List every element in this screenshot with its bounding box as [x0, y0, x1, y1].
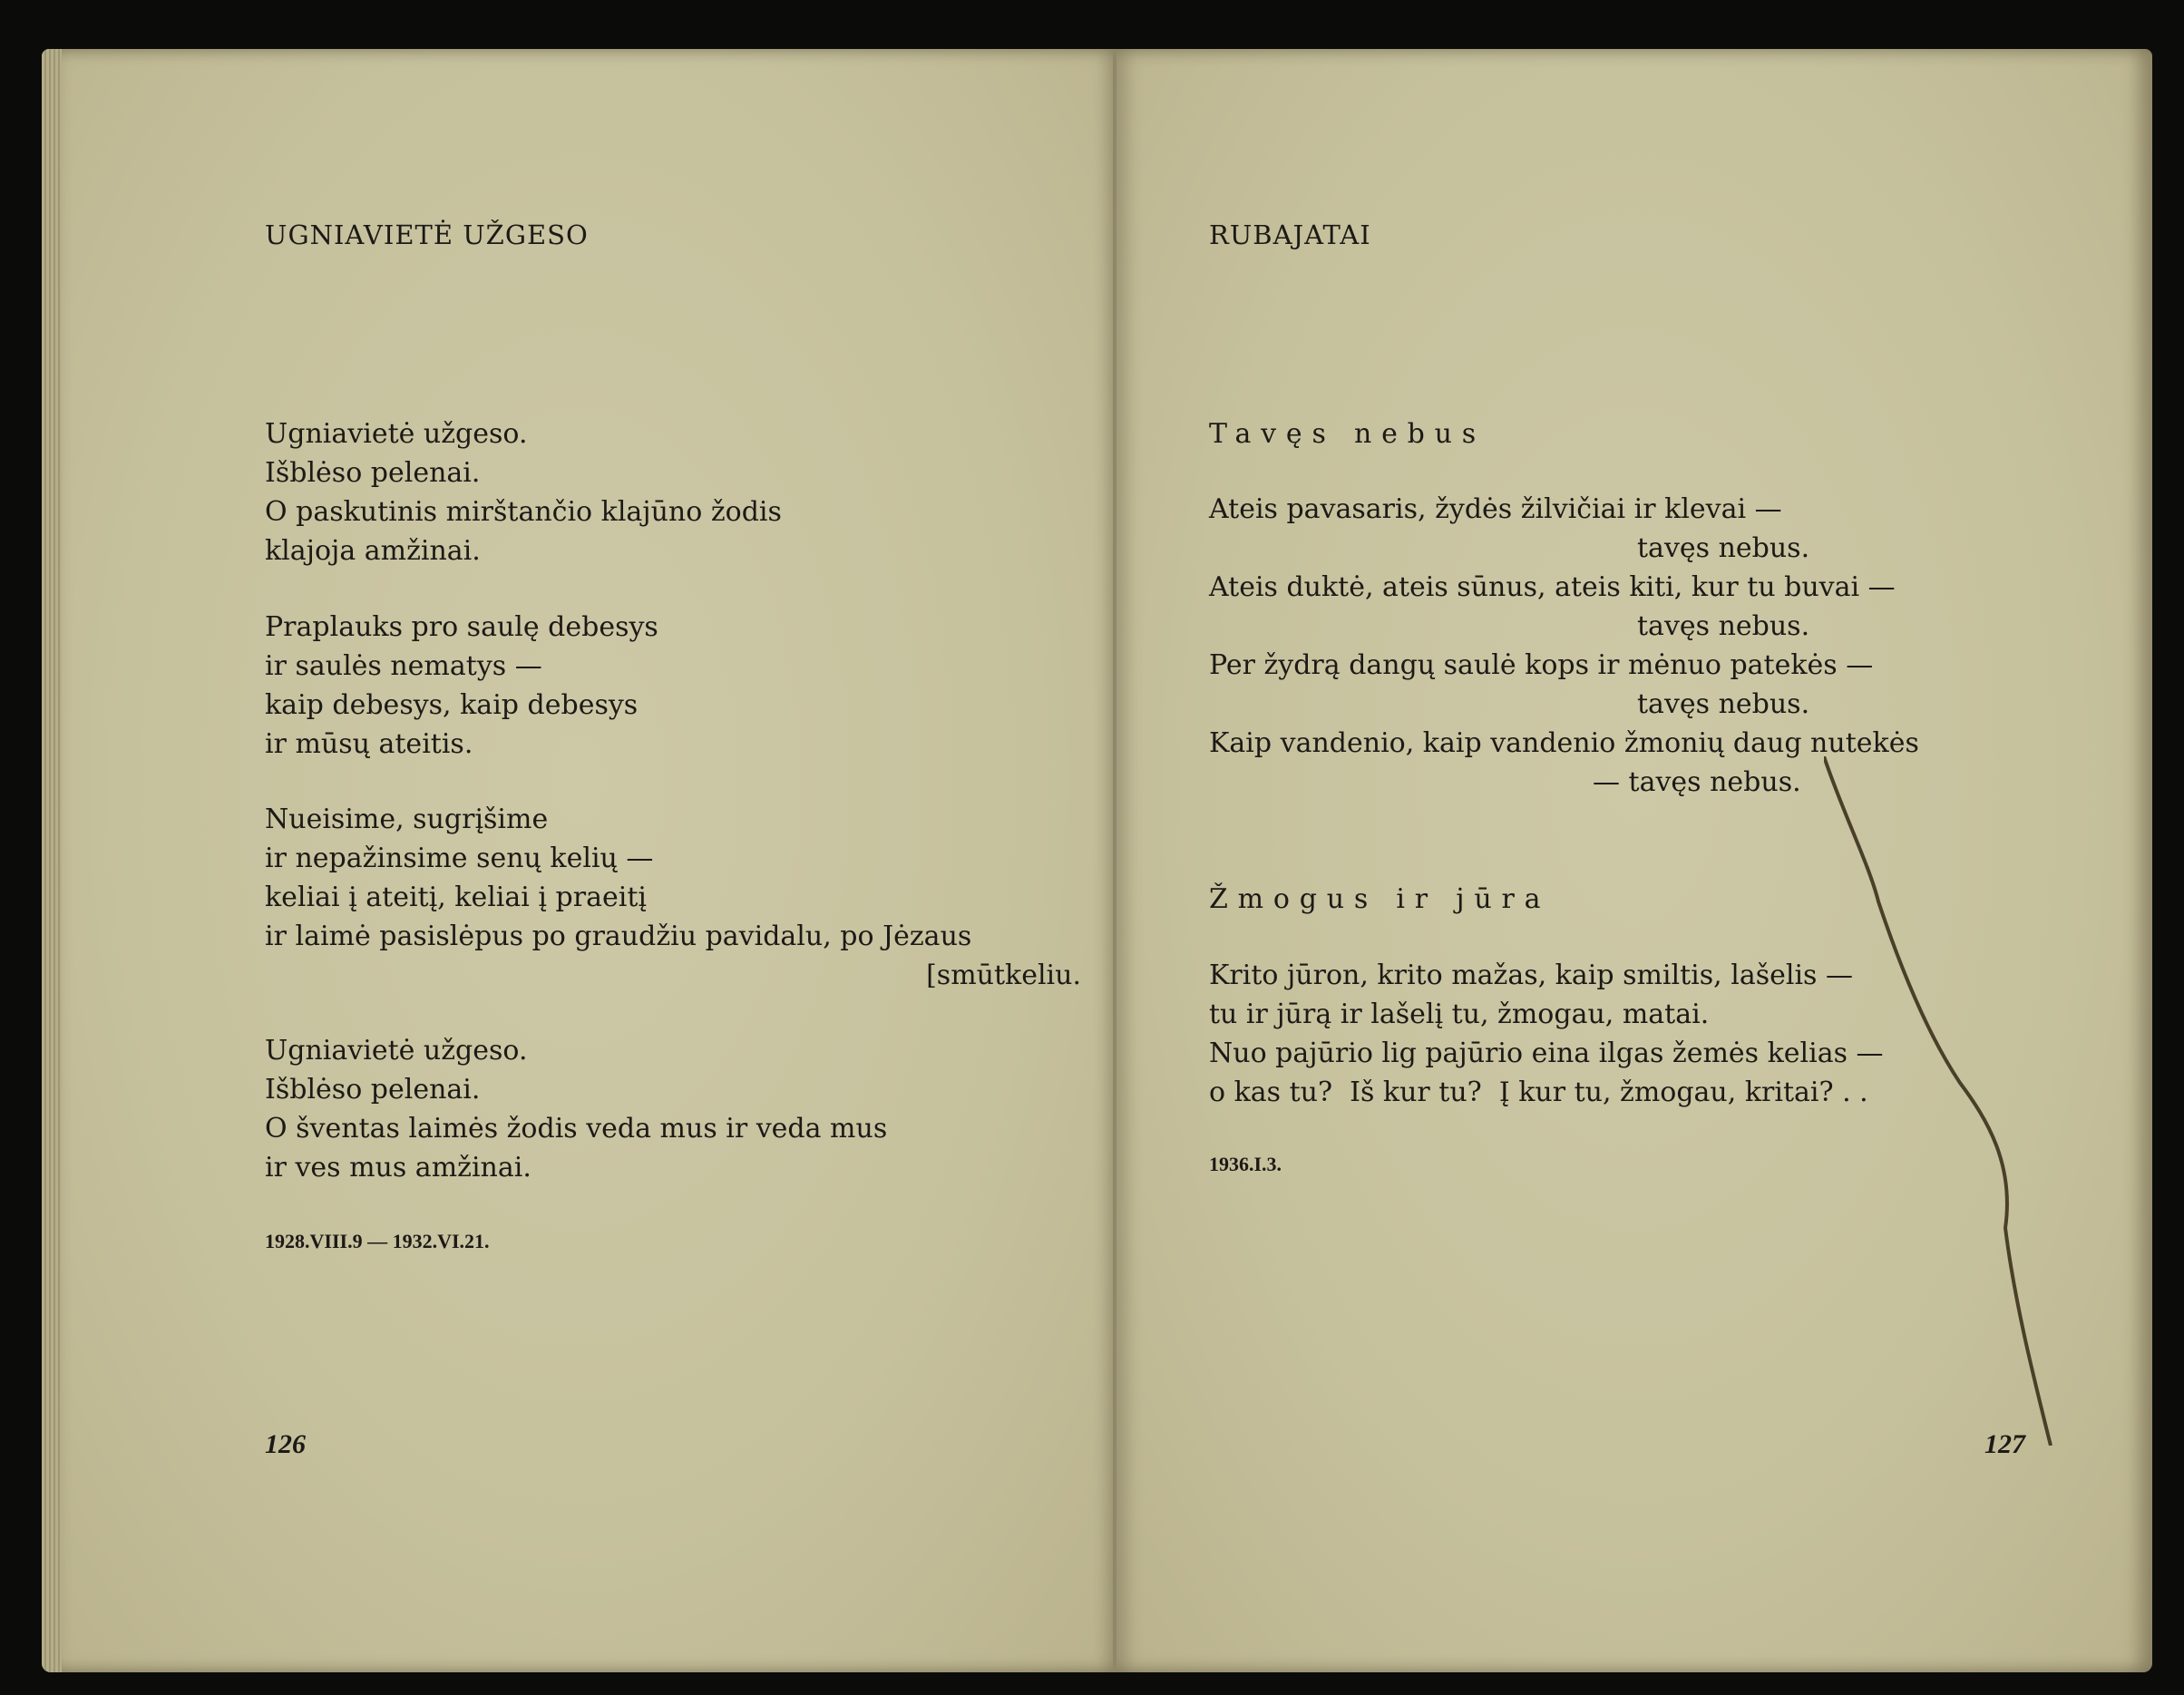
poem-date: 1936.I.3. [1209, 1153, 1282, 1175]
poem-body [1209, 956, 1884, 1112]
verse-line: Nuo pajūrio lig pajūrio eina ilgas žemės kelias — [1209, 1037, 1884, 1069]
stanza [265, 800, 1081, 995]
page-number: 126 [265, 1429, 306, 1459]
verse-line: Išblėso pelenai. [265, 1074, 481, 1106]
page-edges [42, 49, 62, 1672]
verse-line: O šventas laimės žodis veda mus ir veda mus [265, 1113, 888, 1145]
verse-line: keliai į ateitį, keliai į praeitį [265, 882, 647, 913]
verse-line: tavęs nebus. [1637, 688, 1810, 720]
verse-line: Praplauks pro saulę debesys [265, 611, 658, 643]
stanza [265, 414, 1081, 570]
verse-line: Ugniavietė užgeso. [265, 418, 528, 450]
verse-line: Ateis duktė, ateis sūnus, ateis kiti, kur tu buvai — [1209, 571, 1896, 603]
verse-line: [smūtkeliu. [926, 960, 1081, 991]
verse-line: ir saulės nematys — [265, 650, 542, 682]
poem-body [1209, 490, 1919, 802]
verse-line: tu ir jūrą ir lašelį tu, žmogau, matai. [1209, 998, 1710, 1030]
verse-line: Ugniavietė užgeso. [265, 1035, 528, 1067]
verse-line: O paskutinis mirštančio klajūno žodis [265, 496, 782, 528]
verse-line: — tavęs nebus. [1593, 766, 1801, 798]
poem-date: 1928.VIII.9 — 1932.VI.21. [265, 1230, 490, 1252]
running-header: RUBAJATAI [1209, 219, 1371, 250]
verse-line: Krito jūron, krito mažas, kaip smiltis, lašelis — [1209, 960, 1853, 991]
verse-line: ir ves mus amžinai. [265, 1152, 531, 1184]
verse-line: tavęs nebus. [1637, 610, 1810, 642]
poem-title: Žmogus ir jūra [1209, 883, 1551, 915]
verse-line: kaip debesys, kaip debesys [265, 689, 639, 721]
verse-line: Kaip vandenio, kaip vandenio žmonių daug nutekės [1209, 727, 1919, 759]
open-book [42, 49, 2152, 1672]
verse-line: ir laimė pasislėpus po graudžiu pavidalu, po Jėzaus [265, 921, 972, 952]
verse-line: ir mūsų ateitis. [265, 728, 473, 760]
page-tear [1824, 756, 2184, 1446]
verse-line: Ateis pavasaris, žydės žilvičiai ir klevai — [1209, 493, 1782, 525]
running-header: UGNIAVIETĖ UŽGESO [265, 219, 589, 250]
verse-line: ir nepažinsime senų kelių — [265, 843, 654, 874]
left-page [42, 49, 1115, 1672]
stanza [265, 608, 1081, 764]
page-number: 127 [1984, 1429, 2025, 1459]
right-page [1116, 49, 2152, 1672]
poem-title: Tavęs nebus [1209, 418, 1486, 450]
verse-line: klajoja amžinai. [265, 535, 481, 567]
stanza [265, 1031, 1081, 1187]
verse-line: tavęs nebus. [1637, 532, 1810, 564]
verse-line: Išblėso pelenai. [265, 457, 481, 489]
verse-line: Per žydrą dangų saulė kops ir mėnuo patekės — [1209, 649, 1874, 681]
verse-line: Nueisime, sugrįšime [265, 804, 549, 835]
verse-line: o kas tu? Iš kur tu? Į kur tu, žmogau, kritai? . . [1209, 1076, 1868, 1108]
